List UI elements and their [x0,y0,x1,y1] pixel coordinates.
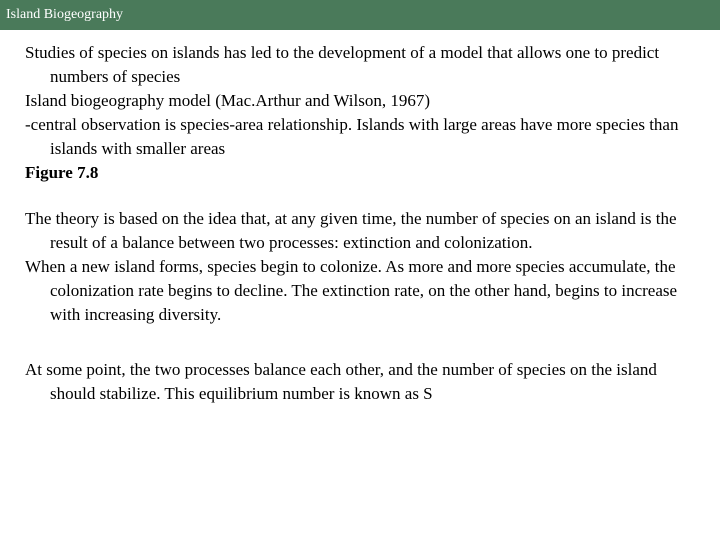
paragraph-equilibrium: At some point, the two processes balance each other, and the number of species on the island should stabilize. This equilibrium number is known as S [25,360,657,403]
paragraph-model-citation: Island biogeography model (Mac.Arthur and Wilson, 1967) [25,91,431,110]
title-bar [0,0,720,30]
slide-body [25,41,705,406]
paragraph-colonization: When a new island forms, species begin to colonize. As more and more species accumulate, the colonization rate begins to decline. The extinction rate, on the other hand, begins to increase with increasing diversity. [25,257,678,324]
slide-title: Island Biogeography [6,7,124,22]
paragraph-species-area: -central observation is species-area relationship. Islands with large areas have more species than islands with smaller areas [25,115,679,158]
paragraph-intro: Studies of species on islands has led to the development of a model that allows one to predict numbers of species [25,43,660,86]
paragraph-theory: The theory is based on the idea that, at any given time, the number of species on an island is the result of a balance between two processes: extinction and colonization. [25,209,677,252]
figure-reference: Figure 7.8 [25,163,99,182]
